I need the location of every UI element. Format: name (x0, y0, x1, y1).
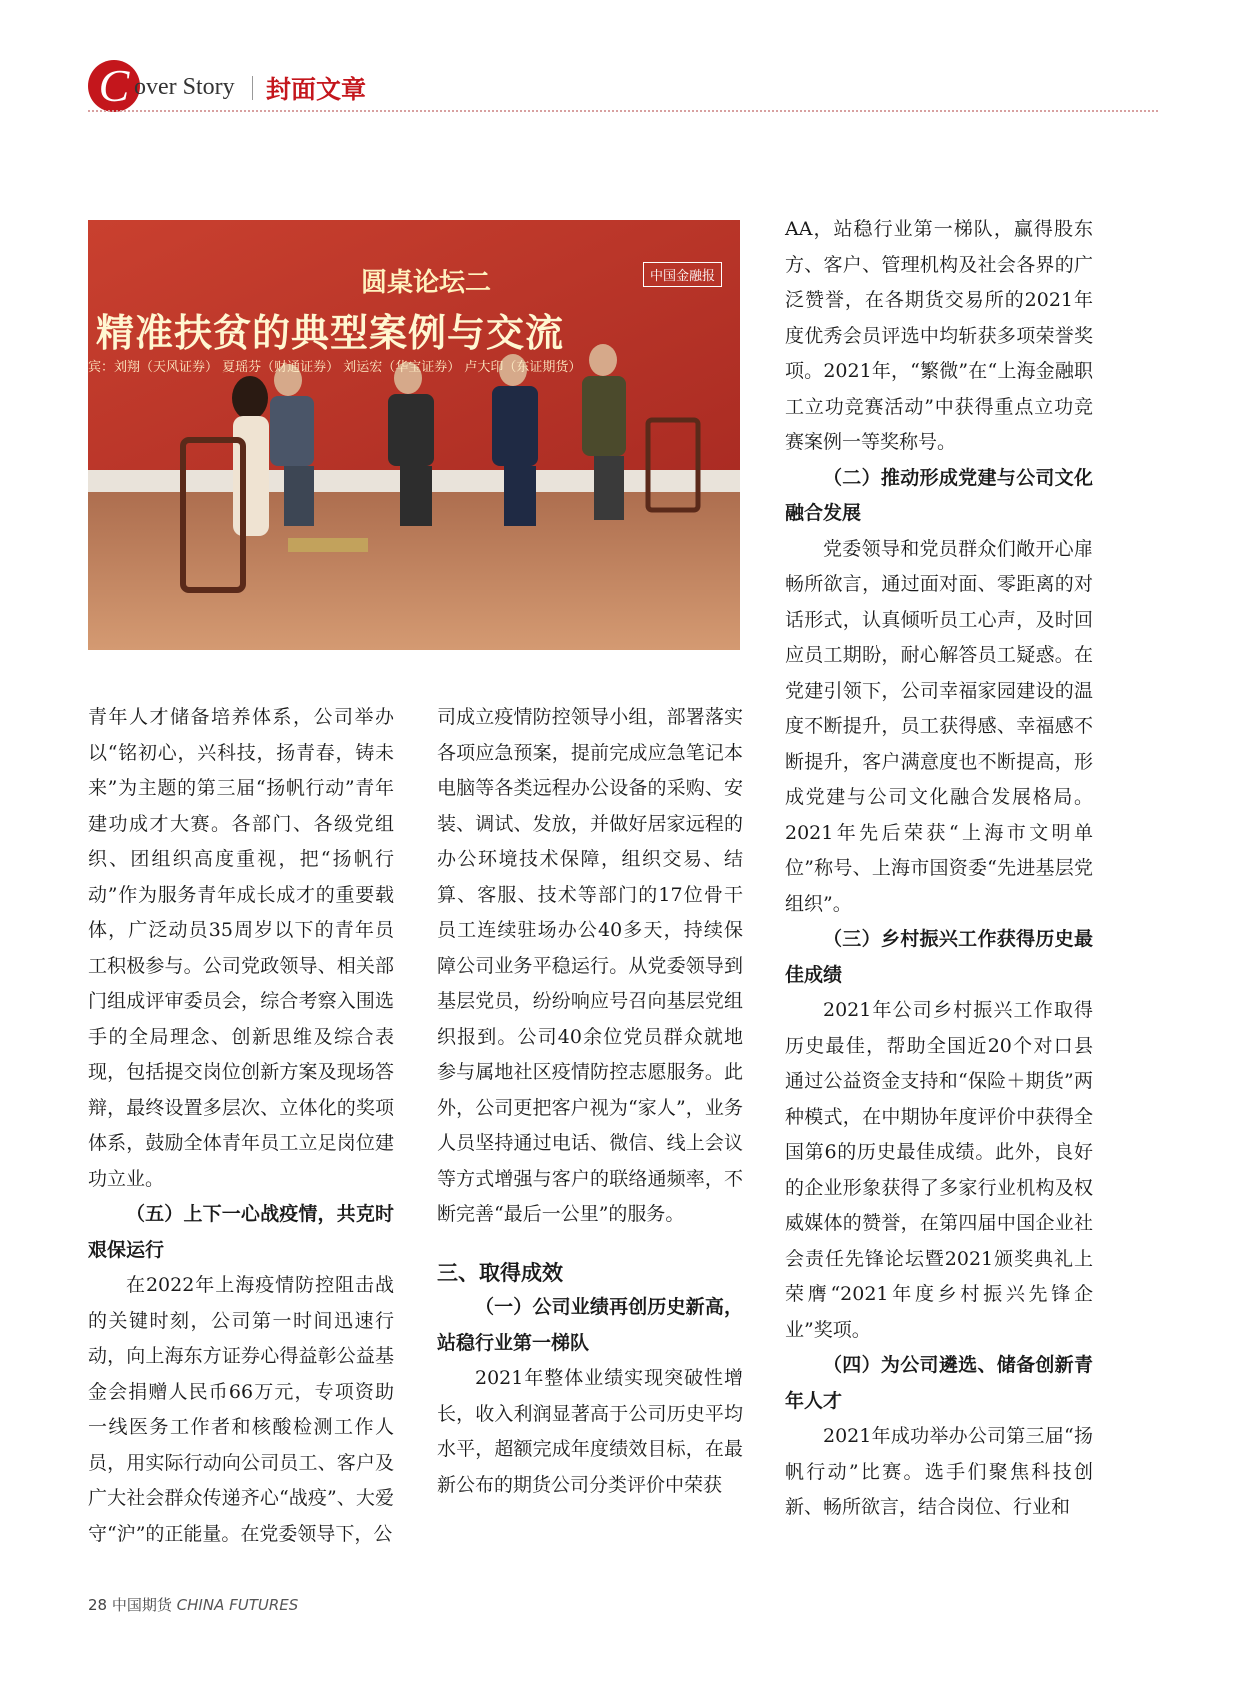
subsection-heading: （四）为公司遴选、储备创新青年人才 (785, 1354, 1093, 1412)
photo-media-logo: 中国金融报 (643, 262, 722, 287)
section-label-en: over Story (134, 74, 235, 100)
body-paragraph: 2021年整体业绩实现突破性增长，收入利润显著高于公司历史平均水平，超额完成年度绩效目标，在最新公布的期货公司分类评价中荣获 (437, 1367, 743, 1496)
subsection-heading: （一）公司业绩再创历史新高，站稳行业第一梯队 (437, 1296, 743, 1354)
article-column-3 (785, 212, 1093, 1526)
photo-banner-subtitle: 圆桌论坛二 (360, 268, 491, 298)
section-heading: 三、取得成效 (437, 1259, 563, 1285)
body-paragraph: 党委领导和党员群众们敞开心扉畅所欲言，通过面对面、零距离的对话形式，认真倾听员工心声，及时回应员工期盼，耐心解答员工疑惑。在党建引领下，公司幸福家园建设的温度不断提升，员工获得感、幸福感不断提升，客户满意度也不断提高，形成党建与公司文化融合发展格局。2021年先后荣获“上海市文明单位”称号、上海市国资委“先进基层党组织”。 (785, 537, 1093, 915)
section-label-cn: 封面文章 (266, 75, 367, 104)
article-column-1 (88, 700, 394, 1552)
page-number: 28 (88, 1596, 108, 1614)
article-column-2 (437, 700, 743, 1503)
body-paragraph: AA，站稳行业第一梯队，赢得股东方、客户、管理机构及社会各界的广泛赞誉，在各期货交易所的2021年度优秀会员评选中均斩获多项荣誉奖项。2021年，“繁微”在“上海金融职工立功竞赛活动”中获得重点立功竞赛案例一等奖称号。 (785, 218, 1093, 453)
header-dotted-rule (88, 110, 1158, 112)
body-paragraph: 司成立疫情防控领导小组，部署落实各项应急预案，提前完成应急笔记本电脑等各类远程办公设备的采购、安装、调试、发放，并做好居家远程的办公环境技术保障，组织交易、结算、客服、技术等部门的17位骨干员工连续驻场办公40多天，持续保障公司业务平稳运行。从党委领导到基层党员，纷纷响应号召向基层党组织报到。公司40余位党员群众就地参与属地社区疫情防控志愿服务。此外，公司更把客户视为“家人”，业务人员坚持通过电话、微信、线上会议等方式增强与客户的联络通频率，不断完善“最后一公里”的服务。 (437, 706, 743, 1225)
body-paragraph: 2021年成功举办公司第三届“扬帆行动”比赛。选手们聚焦科技创新、畅所欲言，结合岗位、行业和 (785, 1425, 1093, 1518)
subsection-heading: （五）上下一心战疫情，共克时艰保运行 (88, 1203, 394, 1261)
subsection-heading: （三）乡村振兴工作获得历史最佳成绩 (785, 928, 1093, 986)
magazine-name-cn: 中国期货 (111, 1596, 172, 1614)
subsection-heading: （二）推动形成党建与公司文化融合发展 (785, 466, 1093, 524)
cover-story-logo-icon: C (88, 60, 140, 112)
photo-banner-guests: 宾：刘翔（天风证券） 夏瑶芬（财通证券） 刘运宏（华宝证券） 卢大印（东证期货） (88, 360, 582, 375)
header-divider (252, 76, 253, 100)
body-paragraph: 2021年公司乡村振兴工作取得历史最佳，帮助全国近20个对口县通过公益资金支持和“保险＋期货”两种模式，在中期协年度评价中获得全国第6的历史最佳成绩。此外，良好的企业形象获得了多家行业机构及权威媒体的赞誉，在第四届中国企业社会责任先锋论坛暨2021颁奖典礼上荣膺“2021年度乡村振兴先锋企业”奖项。 (785, 999, 1093, 1341)
forum-photo (88, 220, 740, 650)
page-footer (88, 1594, 298, 1615)
body-paragraph: 青年人才储备培养体系，公司举办以“铭初心，兴科技，扬青春，铸未来”为主题的第三届“扬帆行动”青年建功成才大赛。各部门、各级党组织、团组织高度重视，把“扬帆行动”作为服务青年成长成才的重要载体，广泛动员35周岁以下的青年员工积极参与。公司党政领导、相关部门组成评审委员会，综合考察入围选手的全局理念、创新思维及综合表现，包括提交岗位创新方案及现场答辩，最终设置多层次、立体化的奖项体系，鼓励全体青年员工立足岗位建功立业。 (88, 706, 394, 1190)
page-header (88, 60, 1158, 116)
body-paragraph: 在2022年上海疫情防控阻击战的关键时刻，公司第一时间迅速行动，向上海东方证券心得益彰公益基金会捐赠人民币66万元，专项资助一线医务工作者和核酸检测工作人员，用实际行动向公司员工、客户及广大社会群众传递齐心“战疫”、大爱守“沪”的正能量。在党委领导下，公 (88, 1274, 394, 1545)
photo-banner-title: 精准扶贫的典型案例与交流 (96, 311, 565, 355)
magazine-name-en: CHINA FUTURES (176, 1596, 299, 1614)
